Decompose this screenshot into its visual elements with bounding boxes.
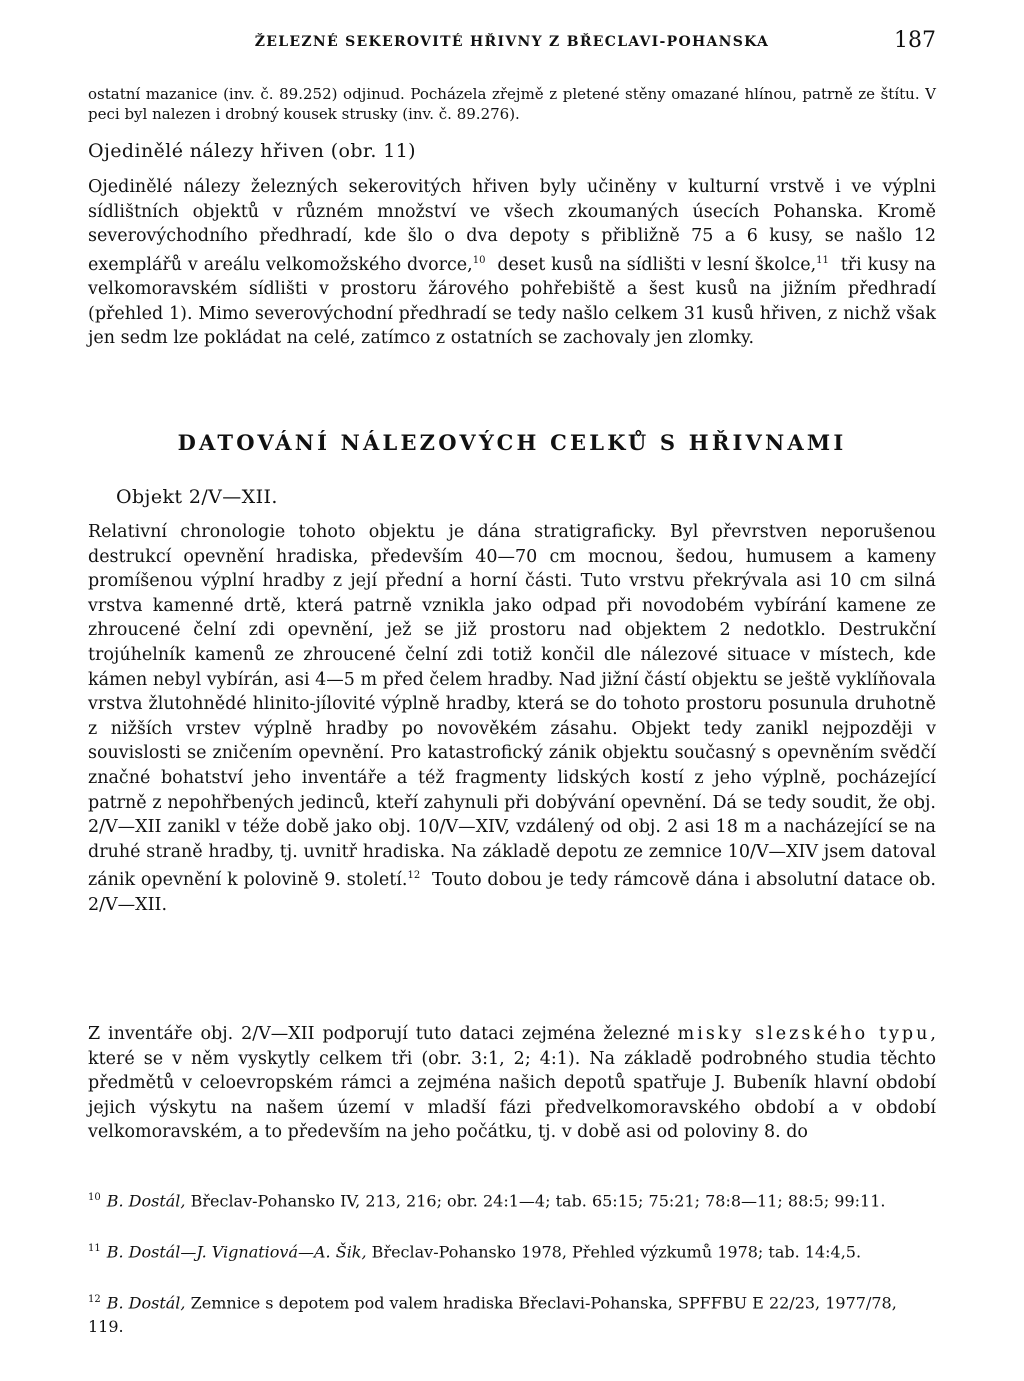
paragraph-isolated-finds (88, 175, 936, 351)
footnote-text: Břeclav-Pohansko IV, 213, 216; obr. 24:1—4; tab. 65:15; 75:21; 78:8—11; 88:5; 99:11. (185, 1191, 886, 1211)
footnote-ref-10: 10 (472, 254, 486, 266)
paragraph1-text-b: deset kusů na sídlišti v lesní školce, (491, 254, 817, 275)
footnote-author: B. Dostál, (106, 1191, 186, 1211)
footnote-text: Břeclav-Pohansko 1978, Přehled výzkumů 1978; tab. 14:4,5. (366, 1242, 862, 1262)
footnote-10 (88, 1186, 936, 1213)
footnote-11 (88, 1237, 936, 1264)
subheading-object: Objekt 2/V—XII. (116, 486, 278, 508)
paragraph-chronology (88, 520, 936, 917)
intro-line-2: hlínou, patrně ze štítu. V peci byl nalezen i drobný kousek strusky (inv. č. 89.276). (88, 85, 936, 123)
paragraph-bowls (88, 1022, 936, 1145)
intro-paragraph (88, 84, 936, 124)
footnote-author: B. Dostál, (106, 1293, 186, 1313)
paragraph2-text-b: Touto dobou je tedy rámcově dána i absolutní datace ob. 2/V—XII. (88, 870, 936, 915)
section-heading: DATOVÁNÍ NÁLEZOVÝCH CELKŮ S HŘIVNAMI (177, 430, 847, 455)
paragraph3-spaced-term: misky slezského typu (677, 1024, 931, 1044)
paragraph1-text-a: Ojedinělé nálezy železných sekerovitých hřiven byly učiněny v kulturní vrstvě i ve výplni sídlištních objektů v různém množství ve všech zkoumaných úsecích Pohanska. Kromě severovýchodního předhradí, kde šlo o dva depoty s přibližně 75 a 6 kusy, se našlo 12 exemplářů v areálu velkomožského dvorce, (88, 177, 936, 275)
footnote-ref-12: 12 (407, 870, 421, 882)
footnote-12 (88, 1288, 936, 1339)
footnote-number: 10 (88, 1192, 101, 1203)
page-header (88, 26, 936, 56)
running-title: ŽELEZNÉ SEKEROVITÉ HŘIVNY Z BŘECLAVI-POHANSKA (254, 34, 770, 50)
subheading-isolated-finds: Ojedinělé nálezy hřiven (obr. 11) (88, 140, 416, 162)
intro-line-1: ostatní mazanice (inv. č. 89.252) odjinud. Pocházela zřejmě z pletené stěny omazané (88, 85, 739, 103)
paragraph1-text-c: tři kusy na velkomoravském sídlišti v prostoru žárového pohřebiště a šest kusů na jižním předhradí (přehled 1). Mimo severovýchodní předhradí se tedy našlo celkem 31 kusů hřiven, z nichž však jen sedm lze pokládat na celé, zatímco z ostatních se zachovaly jen zlomky. (88, 254, 936, 349)
paragraph2-text-a: Relativní chronologie tohoto objektu je dána stratigraficky. Byl převrstven neporušenou destrukcí opevnění hradiska, především 40—70 cm mocnou, šedou, humusem a kameny promíšenou výplní hradby z její přední a horní části. Tuto vrstvu překrývala asi 10 cm silná vrstva kamenné drtě, která patrně vznikla jako odpad při novodobém vybírání kamene ze zhroucené čelní zdi opevnění, jež se již prostoru nad objektem 2 nedotklo. Destrukční trojúhelník kamenů ze zhroucené čelní zdi totiž končil dle nálezové situace v místech, kde kámen nebyl vybírán, asi 4—5 m před čelem hradby. Nad jižní částí objektu se ještě vyklíňovala vrstva žlutohnědé hlinito-jílovité výplně hradby, která se do tohoto prostoru posunula druhotně z nižších vrstev výplně hradby po novověkém zásahu. Objekt tedy zanikl nejpozději v souvislosti se zničením opevnění. Pro katastrofický zánik objektu současný s opevněním svědčí značné bohatství jeho inventáře a též fragmenty lidských kostí z jeho výplně, pocházející patrně z nepohřbených jedinců, kteří zahynuli při dobývání opevnění. Dá se tedy soudit, že obj. 2/V—XII zanikl v téže době jako obj. 10/V—XIV, vzdálený od obj. 2 asi 18 m a nacházející se na druhé straně hradby, tj. uvnitř hradiska. Na základě depotu ze zemnice 10/V—XIV jsem datoval zánik opevnění k polovině 9. století. (88, 522, 936, 891)
page-number: 187 (894, 28, 936, 53)
footnote-number: 11 (88, 1243, 101, 1254)
footnote-ref-11: 11 (816, 254, 829, 266)
paragraph3-text-a: Z inventáře obj. 2/V—XII podporují tuto dataci zejména železné (88, 1024, 678, 1044)
footnote-text: Zemnice s depotem pod valem hradiska Břeclavi-Pohanska, SPFFBU E 22/23, 1977/78, 119. (88, 1293, 897, 1337)
paragraph3-text-b: , které se v něm vyskytly celkem tři (obr. 3:1, 2; 4:1). Na základě podrobného studia těchto předmětů v celoevropském rámci a zejména našich depotů spatřuje J. Bubeník hlavní období jejich výskytu na našem území v mladší fázi předvelkomoravského období a v období velkomoravském, a to především na jeho počátku, tj. v době asi od poloviny 8. do (88, 1024, 936, 1143)
footnote-number: 12 (88, 1294, 101, 1305)
footnote-author: B. Dostál—J. Vignatiová—A. Šik, (106, 1242, 367, 1262)
